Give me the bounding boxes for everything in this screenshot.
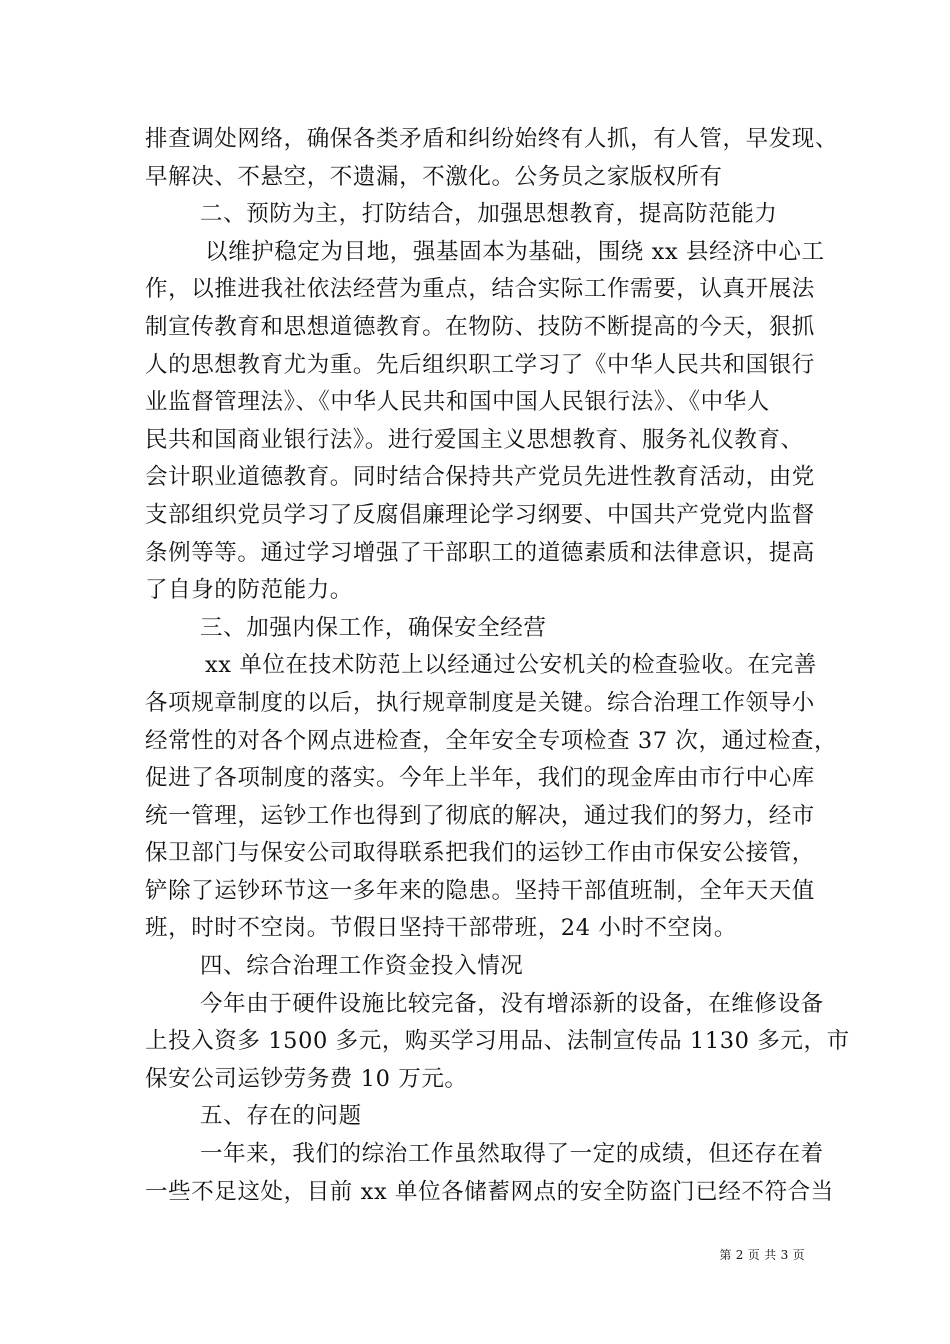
text-line: 制宣传教育和思想道德教育。在物防、技防不断提高的今天，狠抓 [145,313,815,340]
text-line: 作，以推进我社依法经营为重点，结合实际工作需要，认真开展法 [145,276,815,303]
text-line: 今年由于硬件设施比较完备，没有增添新的设备，在维修设备 [200,990,824,1017]
text-line: 铲除了运钞环节这一多年来的隐患。坚持干部值班制，全年天天值 [145,877,815,904]
text-line: 经常性的对各个网点进检查，全年安全专项检查 37 次，通过检查， [145,727,838,754]
text-line: 条例等等。通过学习增强了干部职工的道德素质和法律意识，提高 [145,539,815,566]
text-line: 会计职业道德教育。同时结合保持共产党员先进性教育活动，由党 [145,464,815,491]
text-line: 业监督管理法》、《中华人民共和国中国人民银行法》、《中华人 [145,389,770,416]
text-line: 一些不足这处，目前 xx 单位各储蓄网点的安全防盗门已经不符合当 [145,1178,834,1205]
text-line: 保卫部门与保安公司取得联系把我们的运钞工作由市保安公接管， [145,840,815,867]
text-line: 上投入资多 1500 多元，购买学习用品、法制宣传品 1130 多元，市 [145,1028,850,1055]
text-line: 统一管理，运钞工作也得到了彻底的解决，通过我们的努力，经市 [145,802,815,829]
text-line: 一年来，我们的综治工作虽然取得了一定的成绩，但还存在着 [200,1141,824,1168]
text-line: xx 单位在技术防范上以经通过公安机关的检查验收。在完善 [205,652,817,679]
section-heading: 五、存在的问题 [200,1103,362,1130]
text-line: 支部组织党员学习了反腐倡廉理论学习纲要、中国共产党党内监督 [145,501,815,528]
text-line: 保安公司运钞劳务费 10 万元。 [145,1065,468,1092]
document-body [145,121,850,1211]
section-heading: 三、加强内保工作，确保安全经营 [200,614,547,641]
text-line: 人的思想教育尤为重。先后组织职工学习了《中华人民共和国银行 [145,351,815,378]
text-line: 班，时时不空岗。节假日坚持干部带班，24 小时不空岗。 [145,915,737,942]
text-line: 排查调处网络，确保各类矛盾和纠纷始终有人抓，有人管，早发现、 [145,126,839,152]
text-line: 促进了各项制度的落实。今年上半年，我们的现金库由市行中心库 [145,765,815,792]
text-line: 各项规章制度的以后，执行规章制度是关键。综合治理工作领导小 [145,689,815,716]
text-line: 早解决、不悬空，不遗漏，不激化。公务员之家版权所有 [145,163,723,190]
section-heading: 四、综合治理工作资金投入情况 [200,953,524,980]
text-line: 民共和国商业银行法》。进行爱国主义思想教育、服务礼仪教育、 [145,426,804,453]
text-line: 了自身的防范能力。 [145,577,353,604]
text-line: 以维护稳定为目地，强基固本为基础，围绕 xx 县经济中心工 [205,238,825,265]
section-heading: 二、预防为主，打防结合，加强思想教育，提高防范能力 [200,201,778,228]
page-number: 第 2 页 共 3 页 [719,1248,805,1262]
